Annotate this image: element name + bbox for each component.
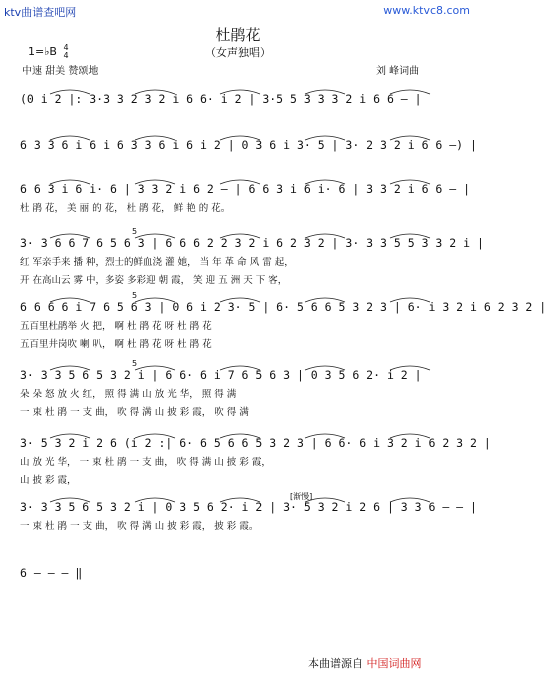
source-note	[308, 655, 422, 671]
watermark-left: ktv曲谱查吧网	[4, 6, 77, 19]
score-row	[20, 291, 546, 350]
notes-line: 6 3 3 6 i 6 i 6 3 3 6 i 6 i 2 | 0 3 6 i 3· 5 | 3· 2 3 2 i 6 6 —) |	[20, 138, 477, 152]
lyrics-line: 五百里杜鹃举 火 把， 啊 杜 鹃 花 呀 杜 鹃 花	[20, 321, 212, 332]
lyrics-line: 开 在高山云 雾 中，多姿 多彩迎 朝 霞， 笑 迎 五 洲 天 下 客，	[20, 275, 288, 286]
notes-line: (0 i 2 |: 3·3 3 2 3 2 i 6 6· i 2 | 3·5 5 3 3 3 2 i 6 6 — |	[20, 92, 422, 106]
song-title: 杜鹃花	[215, 26, 261, 44]
notes-line: 3· 5 3 2 i 2 6 (i 2 :| 6· 6 5 6 6 5 3 2 3 | 6 6· 6 i 3 2 i 6 2 3 2 |	[20, 436, 491, 450]
score-annotation: 5	[132, 291, 138, 300]
watermark-right: www.ktvc8.com	[383, 4, 470, 17]
notes-line: 6 — — — ‖	[20, 566, 83, 580]
lyrics-line: 山 披 彩 霞，	[20, 475, 77, 486]
song-subtitle: （女声独唱）	[205, 46, 271, 59]
lyrics-line: 五百里井岗吹 喇 叭， 啊 杜 鹃 花 呀 杜 鹃 花	[20, 339, 212, 350]
score-row	[20, 436, 491, 486]
time-bottom: 4	[63, 51, 69, 60]
lyrics-line: 朵 朵 怒 放 火 红， 照 得 满 山 放 光 华， 照 得 满	[20, 389, 237, 400]
score-row	[20, 359, 458, 418]
score-row	[20, 92, 458, 106]
score-annotation: [渐慢]	[290, 492, 313, 501]
score-row	[20, 566, 458, 580]
source-prefix: 本曲谱源自	[308, 657, 363, 670]
score-row	[20, 182, 471, 214]
time-top: 4	[63, 43, 69, 52]
source-brand: 中国词曲网	[366, 657, 422, 670]
score-annotation: 5	[132, 359, 138, 368]
notes-line: 6 6 3 i 6 i· 6 | 3 3 2 i 6 2 — | 6 6 3 i 6 i· 6 | 3 3 2 i 6 6 — |	[20, 182, 471, 196]
lyrics-line: 山 放 光 华， 一 束 杜 鹃 一 支 曲， 吹 得 满 山 披 彩 霞，	[20, 457, 271, 468]
lyrics-line: 红 军亲手来 播 种，烈士的鲜血浇 灌 她， 当 年 革 命 风 雷 起，	[20, 257, 294, 268]
lyrics-line: 杜 鹃 花， 美 丽 的 花， 杜 鹃 花， 鲜 艳 的 花。	[20, 203, 231, 214]
notes-line: 3· 3 6 6 7 6 5 6 3 | 6 6 6 2 2 3 2 i 6 2 3 2 | 3· 3 3 5 5 3 3 2 i |	[20, 236, 484, 250]
author-credit: 刘 峰词曲	[376, 66, 420, 77]
tempo-marking: 中速 甜美 赞颂地	[22, 66, 99, 77]
notes-line: 3· 3 3 5 6 5 3 2 i | 0 3 5 6 2· i 2 | 3· 5 3 2 i 2 6 | 3 3 6 — — |	[20, 500, 477, 514]
notes-line: 6 6 6 6 i 7 6 5 6 3 | 0 6 i 2 3· 5 | 6· 5 6 6 5 3 2 3 | 6· i 3 2 i 6 2 3 2 |	[20, 300, 546, 314]
score-row	[20, 138, 477, 152]
key-label: 1=♭B	[28, 45, 57, 58]
key-signature	[28, 44, 69, 60]
score-annotation: 5	[132, 227, 138, 236]
score-row	[20, 227, 484, 286]
lyrics-line: 一 束 杜 鹃 一 支 曲， 吹 得 满 山 披 彩 霞， 披 彩 霞。	[20, 521, 259, 532]
time-signature	[63, 44, 68, 60]
notes-line: 3· 3 3 5 6 5 3 2 i | 6 6· 6 i 7 6 5 6 3 | 0 3 5 6 2· i 2 |	[20, 368, 422, 382]
score-row	[20, 492, 477, 532]
lyrics-line: 一 束 杜 鹃 一 支 曲， 吹 得 满 山 披 彩 霞， 吹 得 满	[20, 407, 249, 418]
